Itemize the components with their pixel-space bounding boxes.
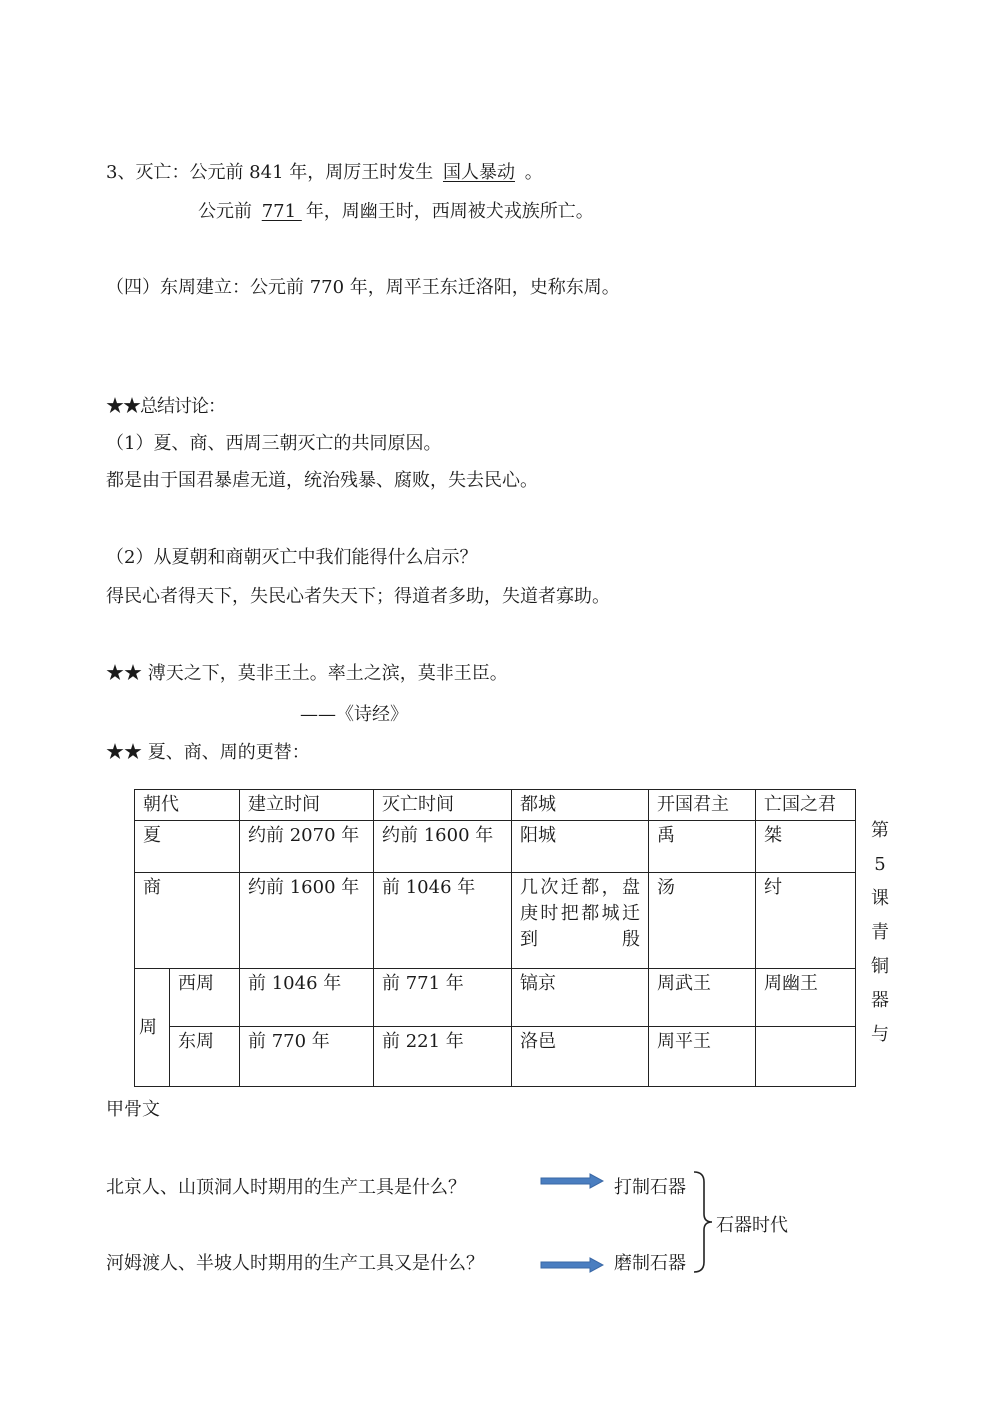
table-cell: 前 1046 年 (374, 873, 512, 969)
tools-question-2: 河姆渡人、半坡人时期用的生产工具又是什么？ (106, 1253, 484, 1274)
table-cell-zhou: 周 (135, 969, 170, 1087)
section3-line1 (106, 161, 543, 185)
dynasty-table (134, 789, 856, 1087)
fill-blank-answer: 国人暴动 (442, 162, 515, 183)
summary-answer-1: 都是由于国君暴虐无道，统治残暴、腐败，失去民心。 (106, 470, 538, 491)
table-cell: 西周 (170, 969, 240, 1027)
poem-quote: ★★ 溥天之下，莫非王土。率土之滨，莫非王臣。 (106, 663, 508, 684)
section3-line2-text: 公元前 (198, 201, 258, 222)
table-title: ★★ 夏、商、周的更替： (106, 742, 310, 763)
header-cell: 都城 (512, 790, 649, 821)
table-cell: 镐京 (512, 969, 649, 1027)
lesson-char: 5 (874, 854, 886, 875)
right-brace-icon (692, 1170, 714, 1274)
table-header-row (135, 790, 856, 821)
stone-age-label: 石器时代 (716, 1215, 788, 1236)
table-cell: 汤 (649, 873, 756, 969)
table-cell: 约前 1600 年 (374, 821, 512, 873)
lesson-title-vertical (868, 814, 892, 1052)
table-cell: 夏 (135, 821, 240, 873)
table-row-xia (135, 821, 856, 873)
table-cell: 周武王 (649, 969, 756, 1027)
table-cell: 桀 (756, 821, 856, 873)
header-cell: 建立时间 (240, 790, 374, 821)
table-row-dongzhou (135, 1027, 856, 1087)
lesson-char: 器 (871, 990, 889, 1011)
tools-answer-2: 磨制石器 (614, 1253, 686, 1274)
summary-answer-2: 得民心者得天下，失民心者失天下；得道者多助，失道者寡助。 (106, 586, 610, 607)
tools-answer-1: 打制石器 (614, 1177, 686, 1198)
header-cell: 朝代 (135, 790, 240, 821)
lesson-char: 青 (871, 922, 889, 943)
table-cell: 商 (135, 873, 240, 969)
table-cell: 周幽王 (756, 969, 856, 1027)
fill-blank-answer: 771 (261, 201, 302, 222)
right-arrow-icon (540, 1173, 604, 1189)
summary-question-1: （1）夏、商、西周三朝灭亡的共同原因。 (106, 433, 442, 454)
summary-heading: ★★总结讨论： (106, 396, 225, 417)
lesson-char: 第 (871, 820, 889, 841)
table-cell: 洛邑 (512, 1027, 649, 1087)
table-cell: 约前 1600 年 (240, 873, 374, 969)
table-cell: 前 771 年 (374, 969, 512, 1027)
table-cell: 周平王 (649, 1027, 756, 1087)
header-cell: 开国君主 (649, 790, 756, 821)
lesson-char: 与 (871, 1024, 889, 1045)
table-cell: 前 1046 年 (240, 969, 374, 1027)
tools-question-1: 北京人、山顶洞人时期用的生产工具是什么？ (106, 1177, 466, 1198)
summary-question-2: （2）从夏朝和商朝灭亡中我们能得什么启示？ (106, 547, 478, 568)
right-arrow-icon (540, 1257, 604, 1273)
header-cell: 亡国之君 (756, 790, 856, 821)
section3-line1-end: 。 (518, 162, 543, 183)
header-cell: 灭亡时间 (374, 790, 512, 821)
section3-line2-end: 年，周幽王时，西周被犬戎族所亡。 (305, 201, 594, 222)
section3-line1-text: 3、灭亡：公元前 841 年，周厉王时发生 (106, 162, 439, 183)
table-row-shang (135, 873, 856, 969)
lesson-title-tail: 甲骨文 (106, 1099, 160, 1120)
table-cell: 纣 (756, 873, 856, 969)
table-cell: 禹 (649, 821, 756, 873)
poem-source: ——《诗经》 (300, 704, 408, 725)
table-cell (756, 1027, 856, 1087)
table-cell: 东周 (170, 1027, 240, 1087)
table-cell: 几次迁都，盘庚时把都城迁到殷 (512, 873, 649, 969)
table-cell: 约前 2070 年 (240, 821, 374, 873)
section4-text: （四）东周建立：公元前 770 年，周平王东迁洛阳，史称东周。 (106, 277, 620, 298)
table-cell: 阳城 (512, 821, 649, 873)
table-cell: 前 770 年 (240, 1027, 374, 1087)
section3-line2 (198, 200, 594, 224)
table-row-xizhou (135, 969, 856, 1027)
lesson-char: 课 (871, 888, 889, 909)
table-cell: 前 221 年 (374, 1027, 512, 1087)
lesson-char: 铜 (871, 956, 889, 977)
